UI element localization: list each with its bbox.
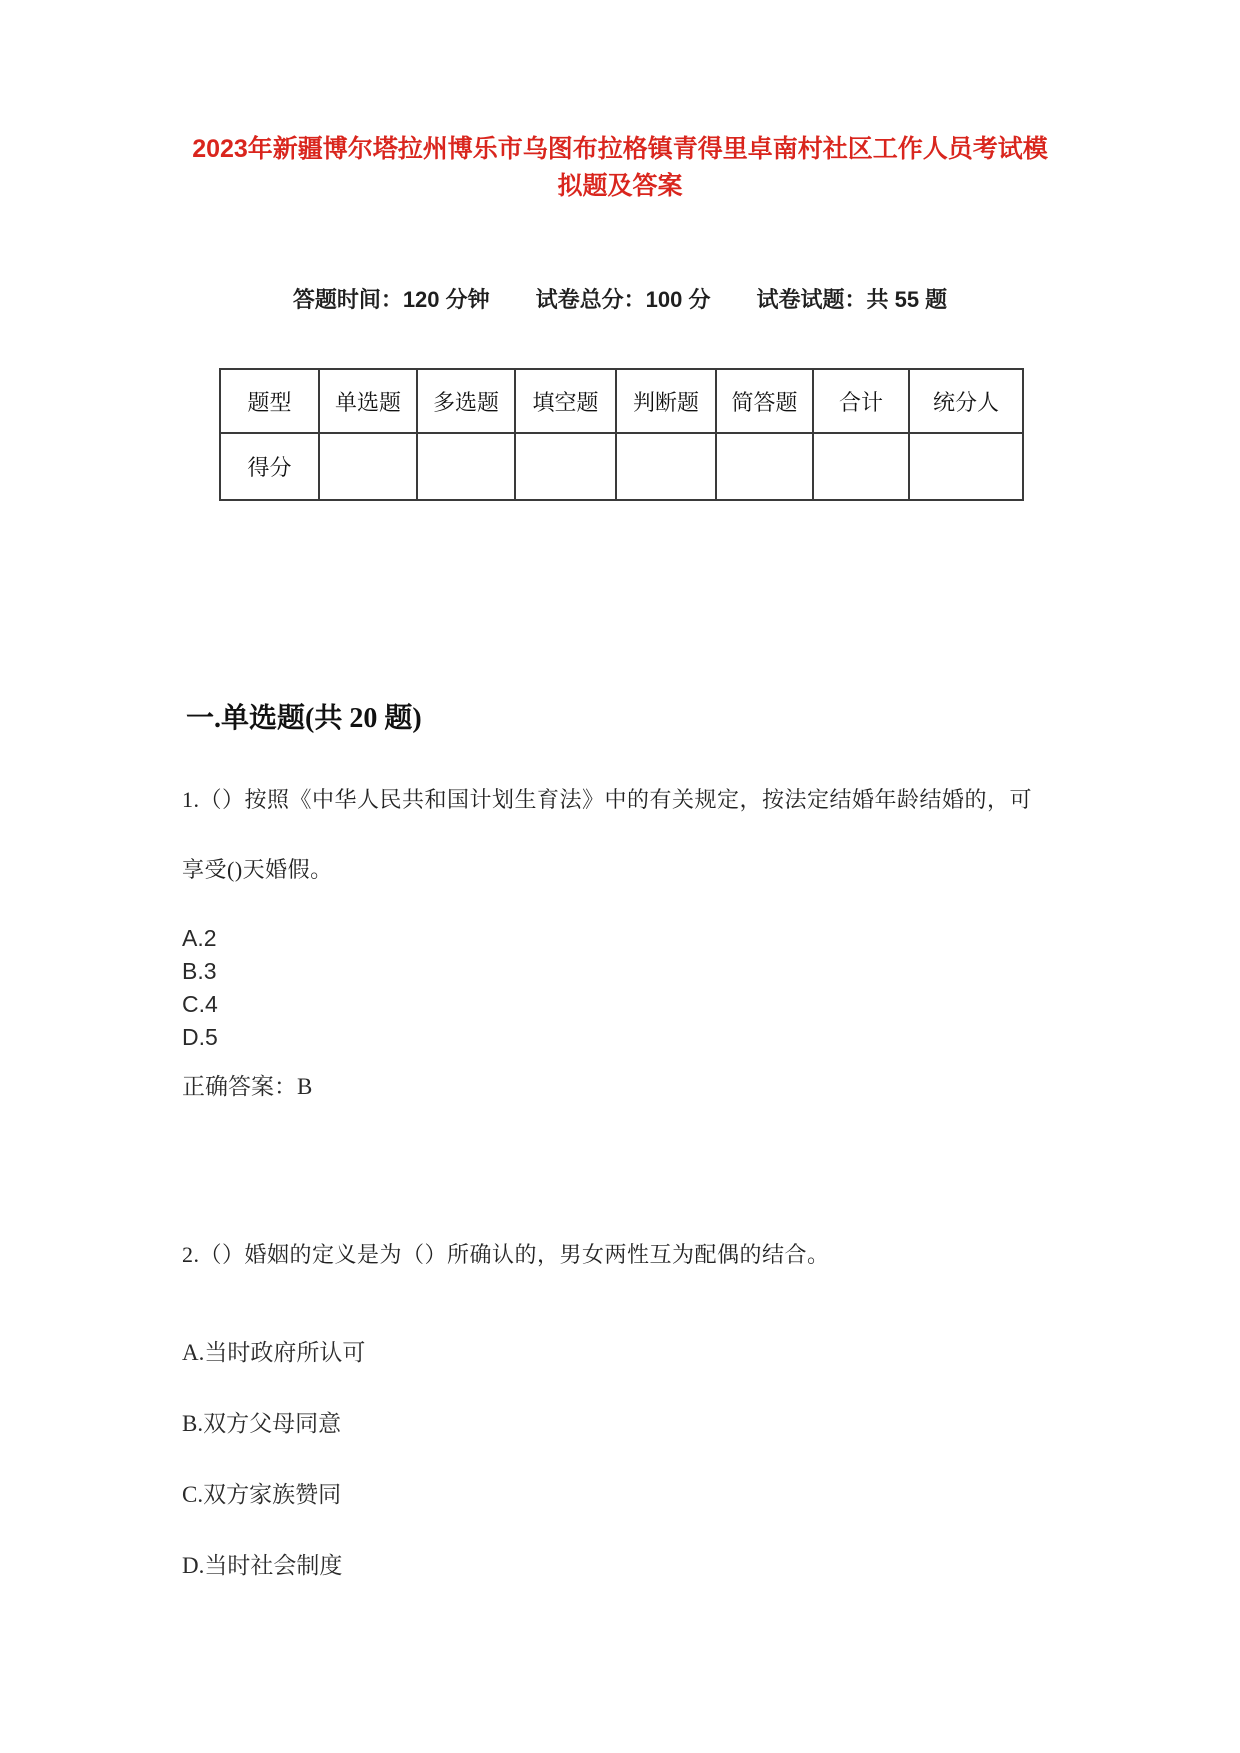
table-cell-empty — [417, 433, 515, 500]
table-cell-score-label: 得分 — [220, 433, 319, 500]
question-1-option-a: A.2 — [182, 925, 217, 951]
table-cell-empty — [813, 433, 909, 500]
section-heading-single-choice: 一.单选题(共 20 题) — [186, 703, 422, 734]
score-summary-table — [219, 368, 1024, 501]
table-header-short-answer: 简答题 — [716, 369, 813, 433]
question-2-option-a: A.当时政府所认可 — [182, 1340, 366, 1365]
question-1-option-c: C.4 — [182, 991, 218, 1017]
table-cell-empty — [319, 433, 417, 500]
table-row — [220, 369, 1023, 433]
question-1-correct-answer: 正确答案：B — [182, 1074, 313, 1099]
exam-info-bar — [0, 283, 1240, 314]
question-2-options — [182, 1334, 365, 1618]
table-header-multi-choice: 多选题 — [417, 369, 515, 433]
document-title-line-1: 2023年新疆博尔塔拉州博乐市乌图布拉格镇青得里卓南村社区工作人员考试模 — [192, 135, 1048, 163]
table-header-true-false: 判断题 — [616, 369, 716, 433]
exam-question-count-label: 试卷试题：共 55 题 — [756, 287, 948, 312]
question-1-option-d: D.5 — [182, 1024, 218, 1050]
document-title-line-2: 拟题及答案 — [557, 172, 683, 200]
table-header-total: 合计 — [813, 369, 909, 433]
table-header-fill-blank: 填空题 — [515, 369, 616, 433]
question-1-options — [182, 922, 218, 1054]
question-1-option-b: B.3 — [182, 958, 217, 984]
table-cell-empty — [616, 433, 716, 500]
table-cell-empty — [515, 433, 616, 500]
question-1-text-line-2: 享受()天婚假。 — [182, 857, 333, 882]
table-row — [220, 433, 1023, 500]
document-title — [0, 131, 1240, 205]
table-header-question-type: 题型 — [220, 369, 319, 433]
table-header-single-choice: 单选题 — [319, 369, 417, 433]
question-2-option-d: D.当时社会制度 — [182, 1553, 343, 1578]
table-header-score-counter: 统分人 — [909, 369, 1023, 433]
question-2-option-c: C.双方家族赞同 — [182, 1482, 342, 1507]
exam-total-score-label: 试卷总分：100 分 — [535, 287, 711, 312]
question-2-text: 2.（）婚姻的定义是为（）所确认的，男女两性互为配偶的结合。 — [182, 1242, 830, 1267]
table-cell-empty — [909, 433, 1023, 500]
question-2-option-b: B.双方父母同意 — [182, 1411, 342, 1436]
question-1-text-line-1: 1.（）按照《中华人民共和国计划生育法》中的有关规定，按法定结婚年龄结婚的，可 — [182, 787, 1033, 812]
table-cell-empty — [716, 433, 813, 500]
exam-duration-label: 答题时间：120 分钟 — [292, 287, 490, 312]
